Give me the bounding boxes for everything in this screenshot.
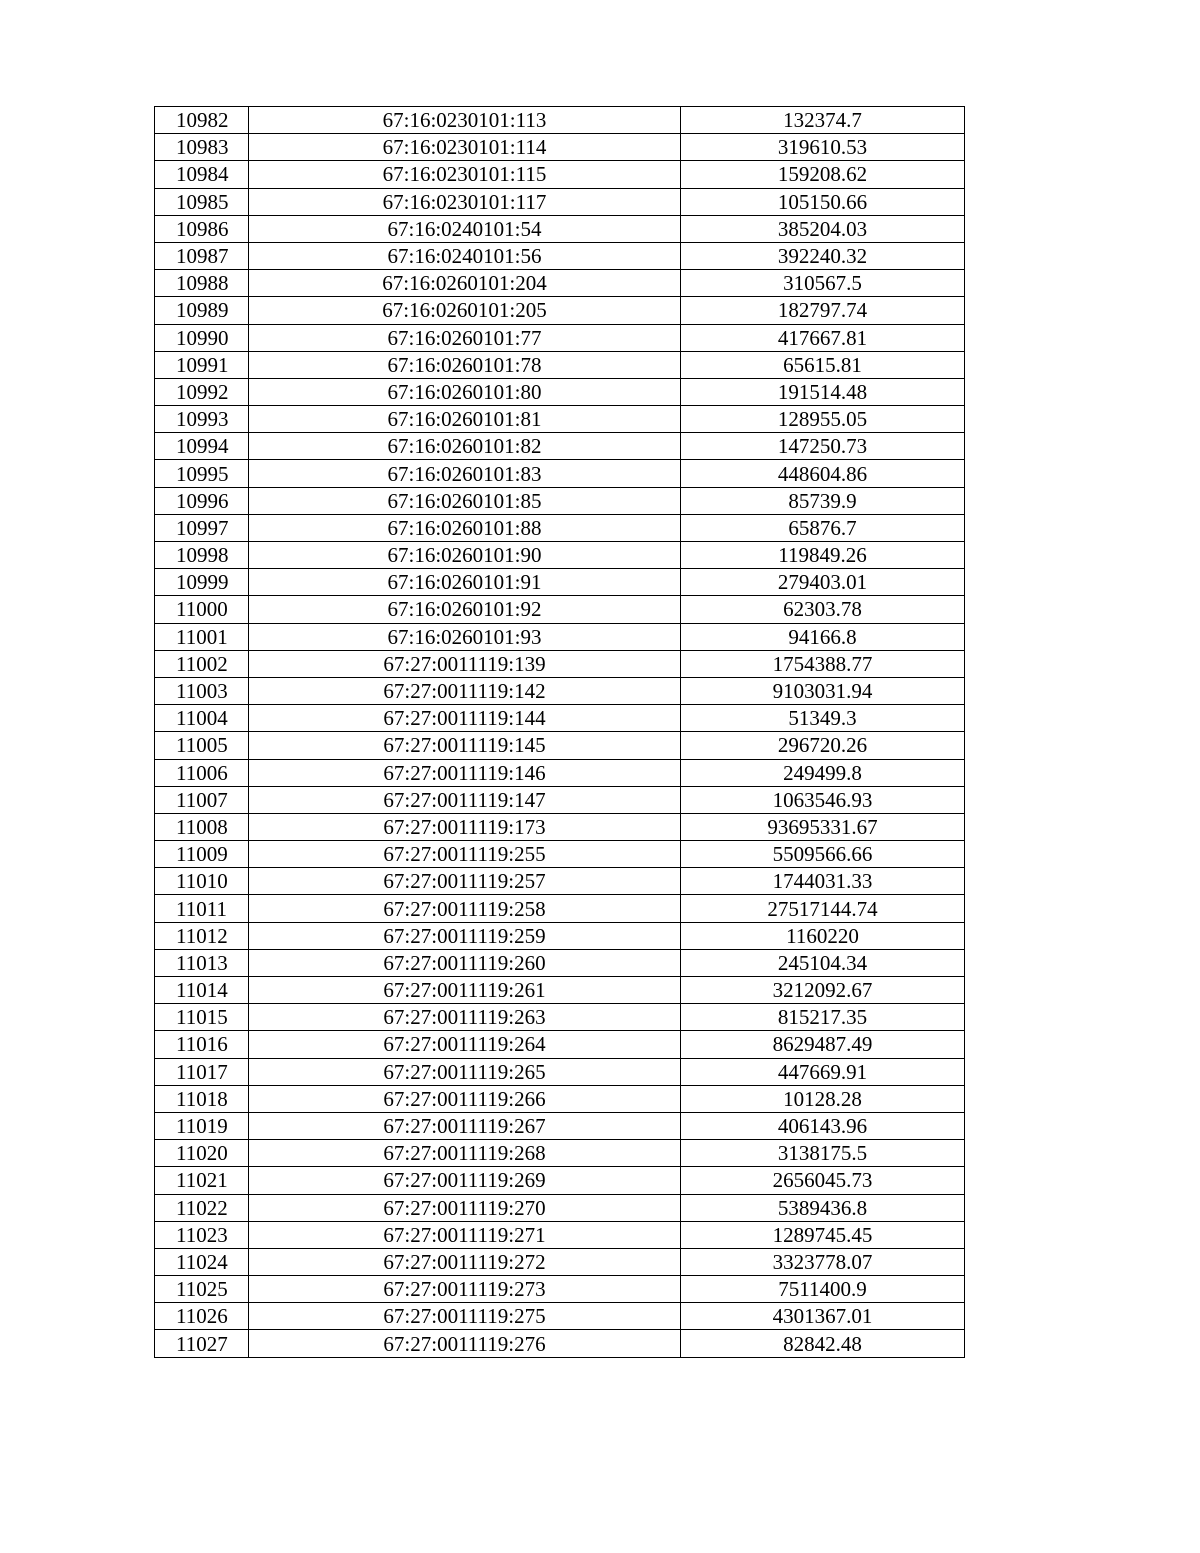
row-number-cell: 10994 [155,433,249,460]
cadastral-number-cell: 67:27:0011119:260 [249,949,681,976]
row-number-cell: 10997 [155,514,249,541]
table-row [155,1140,965,1167]
table-row [155,487,965,514]
row-number-cell: 11001 [155,623,249,650]
row-number-cell: 10983 [155,134,249,161]
row-number-cell: 10986 [155,215,249,242]
value-cell: 385204.03 [681,215,965,242]
table-row [155,134,965,161]
cadastral-number-cell: 67:16:0240101:56 [249,242,681,269]
table-row [155,297,965,324]
table-row [155,242,965,269]
row-number-cell: 11004 [155,705,249,732]
row-number-cell: 10993 [155,406,249,433]
value-cell: 319610.53 [681,134,965,161]
table-row [155,841,965,868]
value-cell: 93695331.67 [681,813,965,840]
table-row [155,1330,965,1357]
row-number-cell: 10996 [155,487,249,514]
row-number-cell: 11015 [155,1004,249,1031]
table-row [155,922,965,949]
value-cell: 1160220 [681,922,965,949]
value-cell: 249499.8 [681,759,965,786]
value-cell: 4301367.01 [681,1303,965,1330]
row-number-cell: 11003 [155,677,249,704]
table-row [155,1085,965,1112]
cadastral-number-cell: 67:16:0260101:204 [249,270,681,297]
table-row [155,433,965,460]
cadastral-number-cell: 67:16:0230101:114 [249,134,681,161]
cadastral-number-cell: 67:27:0011119:259 [249,922,681,949]
cadastral-number-cell: 67:27:0011119:142 [249,677,681,704]
row-number-cell: 10992 [155,378,249,405]
row-number-cell: 11007 [155,786,249,813]
cadastral-number-cell: 67:27:0011119:271 [249,1221,681,1248]
cadastral-number-cell: 67:27:0011119:272 [249,1248,681,1275]
value-cell: 51349.3 [681,705,965,732]
table-row [155,1221,965,1248]
table-row [155,1058,965,1085]
cadastral-number-cell: 67:27:0011119:144 [249,705,681,732]
table-row [155,378,965,405]
table-row [155,786,965,813]
table-row [155,677,965,704]
cadastral-number-cell: 67:27:0011119:255 [249,841,681,868]
value-cell: 3138175.5 [681,1140,965,1167]
table-row [155,596,965,623]
row-number-cell: 10990 [155,324,249,351]
cadastral-number-cell: 67:27:0011119:263 [249,1004,681,1031]
value-cell: 448604.86 [681,460,965,487]
cadastral-number-cell: 67:16:0260101:92 [249,596,681,623]
cadastral-number-cell: 67:27:0011119:269 [249,1167,681,1194]
value-cell: 132374.7 [681,107,965,134]
table-row [155,1303,965,1330]
cadastral-number-cell: 67:27:0011119:145 [249,732,681,759]
row-number-cell: 10988 [155,270,249,297]
row-number-cell: 11016 [155,1031,249,1058]
cadastral-number-cell: 67:16:0260101:78 [249,351,681,378]
cadastral-number-cell: 67:16:0260101:205 [249,297,681,324]
value-cell: 94166.8 [681,623,965,650]
row-number-cell: 11025 [155,1276,249,1303]
cadastral-number-cell: 67:16:0260101:91 [249,569,681,596]
row-number-cell: 11020 [155,1140,249,1167]
value-cell: 128955.05 [681,406,965,433]
cadastral-number-cell: 67:16:0230101:115 [249,161,681,188]
row-number-cell: 10995 [155,460,249,487]
cadastral-number-cell: 67:16:0260101:90 [249,542,681,569]
table-row [155,1112,965,1139]
table-row [155,188,965,215]
value-cell: 5509566.66 [681,841,965,868]
table-row [155,542,965,569]
table-row [155,650,965,677]
row-number-cell: 11012 [155,922,249,949]
cadastral-number-cell: 67:16:0260101:83 [249,460,681,487]
value-cell: 2656045.73 [681,1167,965,1194]
cadastral-number-cell: 67:16:0260101:77 [249,324,681,351]
value-cell: 62303.78 [681,596,965,623]
table-row [155,949,965,976]
cadastral-number-cell: 67:16:0230101:113 [249,107,681,134]
row-number-cell: 10991 [155,351,249,378]
row-number-cell: 11010 [155,868,249,895]
value-cell: 105150.66 [681,188,965,215]
row-number-cell: 10998 [155,542,249,569]
row-number-cell: 11021 [155,1167,249,1194]
value-cell: 245104.34 [681,949,965,976]
row-number-cell: 10999 [155,569,249,596]
row-number-cell: 11011 [155,895,249,922]
row-number-cell: 11024 [155,1248,249,1275]
row-number-cell: 10985 [155,188,249,215]
value-cell: 3323778.07 [681,1248,965,1275]
value-cell: 310567.5 [681,270,965,297]
value-cell: 392240.32 [681,242,965,269]
value-cell: 147250.73 [681,433,965,460]
value-cell: 1744031.33 [681,868,965,895]
cadastral-number-cell: 67:27:0011119:267 [249,1112,681,1139]
row-number-cell: 11008 [155,813,249,840]
value-cell: 815217.35 [681,1004,965,1031]
table-row [155,324,965,351]
value-cell: 65876.7 [681,514,965,541]
row-number-cell: 11014 [155,977,249,1004]
cadastral-number-cell: 67:16:0260101:93 [249,623,681,650]
cadastral-number-cell: 67:16:0260101:81 [249,406,681,433]
table-row [155,1194,965,1221]
value-cell: 5389436.8 [681,1194,965,1221]
row-number-cell: 11006 [155,759,249,786]
row-number-cell: 10984 [155,161,249,188]
table-row [155,460,965,487]
value-cell: 406143.96 [681,1112,965,1139]
table-row [155,977,965,1004]
value-cell: 8629487.49 [681,1031,965,1058]
value-cell: 159208.62 [681,161,965,188]
cadastral-number-cell: 67:27:0011119:276 [249,1330,681,1357]
cadastral-number-cell: 67:27:0011119:264 [249,1031,681,1058]
cadastral-number-cell: 67:27:0011119:268 [249,1140,681,1167]
value-cell: 65615.81 [681,351,965,378]
cadastral-number-cell: 67:27:0011119:261 [249,977,681,1004]
row-number-cell: 11005 [155,732,249,759]
table-row [155,868,965,895]
cadastral-number-cell: 67:27:0011119:257 [249,868,681,895]
value-cell: 279403.01 [681,569,965,596]
table-row [155,351,965,378]
row-number-cell: 11022 [155,1194,249,1221]
value-cell: 417667.81 [681,324,965,351]
cadastral-number-cell: 67:16:0260101:80 [249,378,681,405]
cadastral-number-cell: 67:27:0011119:270 [249,1194,681,1221]
table-row [155,161,965,188]
value-cell: 1289745.45 [681,1221,965,1248]
cadastral-number-cell: 67:16:0240101:54 [249,215,681,242]
cadastral-number-cell: 67:27:0011119:273 [249,1276,681,1303]
cadastral-number-cell: 67:16:0260101:85 [249,487,681,514]
value-cell: 296720.26 [681,732,965,759]
row-number-cell: 10987 [155,242,249,269]
cadastral-number-cell: 67:27:0011119:258 [249,895,681,922]
row-number-cell: 11009 [155,841,249,868]
table-row [155,215,965,242]
row-number-cell: 11017 [155,1058,249,1085]
cadastral-number-cell: 67:16:0260101:82 [249,433,681,460]
value-cell: 3212092.67 [681,977,965,1004]
row-number-cell: 11026 [155,1303,249,1330]
cadastral-number-cell: 67:27:0011119:173 [249,813,681,840]
table-row [155,514,965,541]
value-cell: 119849.26 [681,542,965,569]
row-number-cell: 10989 [155,297,249,324]
cadastral-number-cell: 67:27:0011119:275 [249,1303,681,1330]
row-number-cell: 11018 [155,1085,249,1112]
value-cell: 10128.28 [681,1085,965,1112]
table-row [155,813,965,840]
value-cell: 182797.74 [681,297,965,324]
cadastral-number-cell: 67:27:0011119:147 [249,786,681,813]
table-row [155,623,965,650]
row-number-cell: 11019 [155,1112,249,1139]
cadastral-number-cell: 67:27:0011119:146 [249,759,681,786]
value-cell: 1754388.77 [681,650,965,677]
row-number-cell: 11023 [155,1221,249,1248]
cadastral-number-cell: 67:27:0011119:266 [249,1085,681,1112]
table-body [155,107,965,1358]
value-cell: 191514.48 [681,378,965,405]
value-cell: 9103031.94 [681,677,965,704]
table-row [155,569,965,596]
table-row [155,1004,965,1031]
table-row [155,732,965,759]
table-row [155,270,965,297]
row-number-cell: 10982 [155,107,249,134]
row-number-cell: 11000 [155,596,249,623]
table-row [155,895,965,922]
table-row [155,759,965,786]
cadastral-value-table [154,106,965,1358]
cadastral-number-cell: 67:16:0230101:117 [249,188,681,215]
table-row [155,1276,965,1303]
row-number-cell: 11002 [155,650,249,677]
cadastral-number-cell: 67:27:0011119:139 [249,650,681,677]
value-cell: 1063546.93 [681,786,965,813]
cadastral-number-cell: 67:16:0260101:88 [249,514,681,541]
value-cell: 82842.48 [681,1330,965,1357]
value-cell: 85739.9 [681,487,965,514]
row-number-cell: 11013 [155,949,249,976]
table-row [155,1167,965,1194]
cadastral-number-cell: 67:27:0011119:265 [249,1058,681,1085]
table-row [155,705,965,732]
value-cell: 447669.91 [681,1058,965,1085]
row-number-cell: 11027 [155,1330,249,1357]
table-row [155,107,965,134]
table-row [155,1031,965,1058]
table-row [155,406,965,433]
value-cell: 7511400.9 [681,1276,965,1303]
value-cell: 27517144.74 [681,895,965,922]
table-row [155,1248,965,1275]
